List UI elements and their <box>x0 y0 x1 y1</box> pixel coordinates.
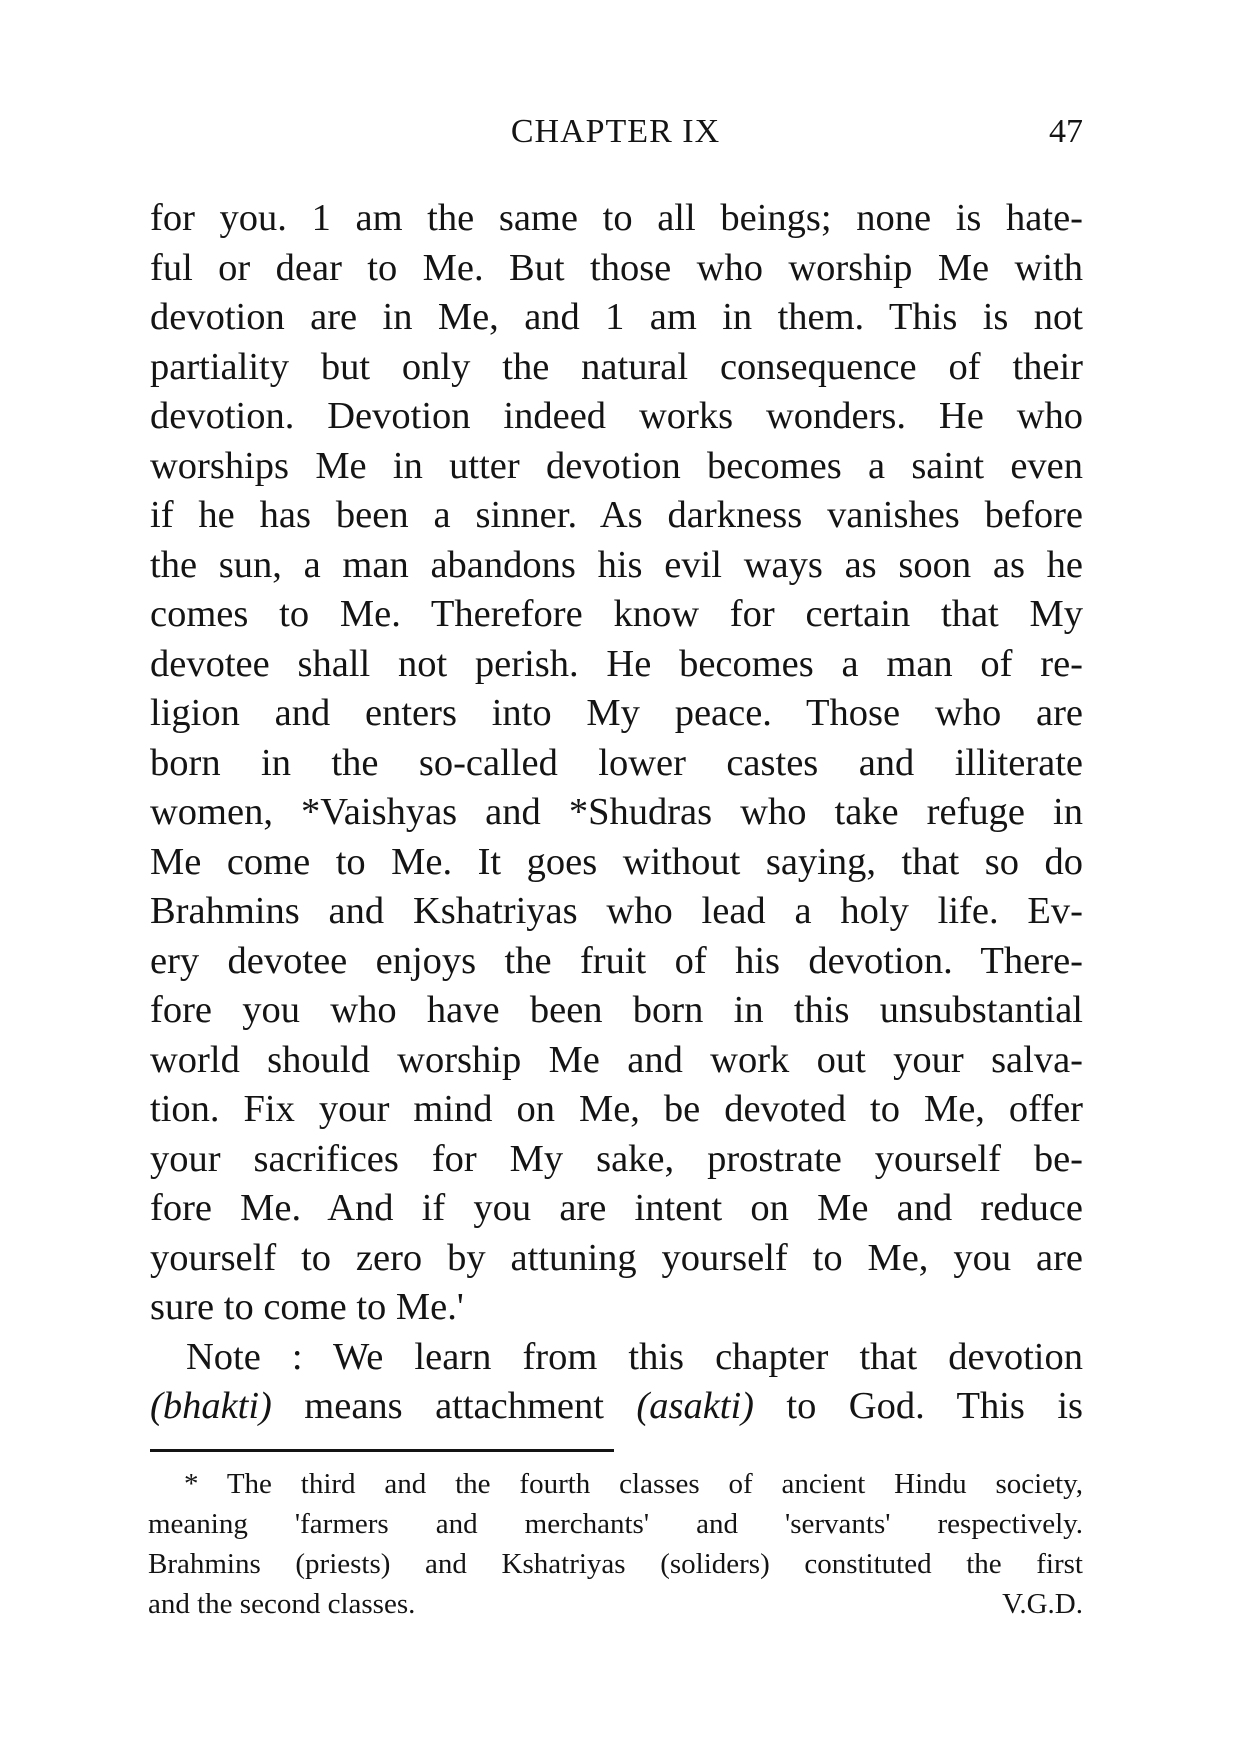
body-line: if he has been a sinner. As darkness vanishes before <box>150 494 1083 536</box>
note-text-part: means attachment <box>271 1385 637 1427</box>
body-line: worships Me in utter devotion becomes a saint even <box>150 444 1083 487</box>
body-line: ful or dear to Me. But those who worship Me with <box>150 246 1083 289</box>
body-line: fore you who have been born in this unsubstantial <box>150 989 1083 1031</box>
body-text <box>150 194 1083 1432</box>
chapter-title: CHAPTER IX <box>510 113 721 150</box>
running-head <box>148 112 1083 152</box>
note-text-part: to God. This is <box>754 1385 1083 1427</box>
body-line: the sun, a man abandons his evil ways as soon as he <box>150 543 1083 586</box>
footnote-line: meaning 'farmers and merchants' and 'servants' respectively. <box>148 1508 1083 1540</box>
body-line: ligion and enters into My peace. Those who are <box>150 692 1083 734</box>
body-line-paragraph-end: sure to come to Me.' <box>150 1286 464 1328</box>
body-line: women, *Vaishyas and *Shudras who take refuge in <box>150 791 1083 833</box>
note-line-terms <box>150 1382 1083 1432</box>
body-line: your sacrifices for My sake, prostrate yourself be- <box>150 1137 1083 1180</box>
body-line: tion. Fix your mind on Me, be devoted to Me, offer <box>150 1088 1083 1130</box>
body-line: partiality but only the natural consequence of their <box>150 345 1083 388</box>
term-bhakti: (bhakti) <box>150 1385 272 1427</box>
body-line: ery devotee enjoys the fruit of his devotion. There- <box>150 939 1083 982</box>
footnote-divider <box>150 1449 614 1452</box>
body-line: born in the so-called lower castes and illiterate <box>150 741 1083 784</box>
body-line: Me come to Me. It goes without saying, that so do <box>150 840 1083 883</box>
footnote-line: * The third and the fourth classes of ancient Hindu society, <box>184 1468 1083 1500</box>
page-number: 47 <box>1049 113 1083 150</box>
body-line: devotion are in Me, and 1 am in them. This is not <box>150 296 1083 338</box>
footnote <box>148 1464 1083 1624</box>
body-line: for you. 1 am the same to all beings; none is hate- <box>150 197 1083 239</box>
footnote-last-line <box>148 1584 1083 1624</box>
body-line: devotion. Devotion indeed works wonders. He who <box>150 395 1083 437</box>
body-line: fore Me. And if you are intent on Me and reduce <box>150 1187 1083 1229</box>
footnote-line: Brahmins (priests) and Kshatriyas (soliders) constituted the first <box>148 1548 1083 1580</box>
body-line: world should worship Me and work out your salva- <box>150 1038 1083 1081</box>
note-line: Note : We learn from this chapter that devotion <box>186 1335 1083 1378</box>
term-asakti: (asakti) <box>636 1385 754 1427</box>
body-line: comes to Me. Therefore know for certain that My <box>150 593 1083 635</box>
body-line: Brahmins and Kshatriyas who lead a holy life. Ev- <box>150 890 1083 932</box>
body-line: yourself to zero by attuning yourself to Me, you are <box>150 1236 1083 1279</box>
footnote-line: and the second classes. <box>148 1588 416 1620</box>
footnote-signature: V.G.D. <box>1002 1588 1083 1620</box>
body-line: devotee shall not perish. He becomes a man of re- <box>150 642 1083 685</box>
